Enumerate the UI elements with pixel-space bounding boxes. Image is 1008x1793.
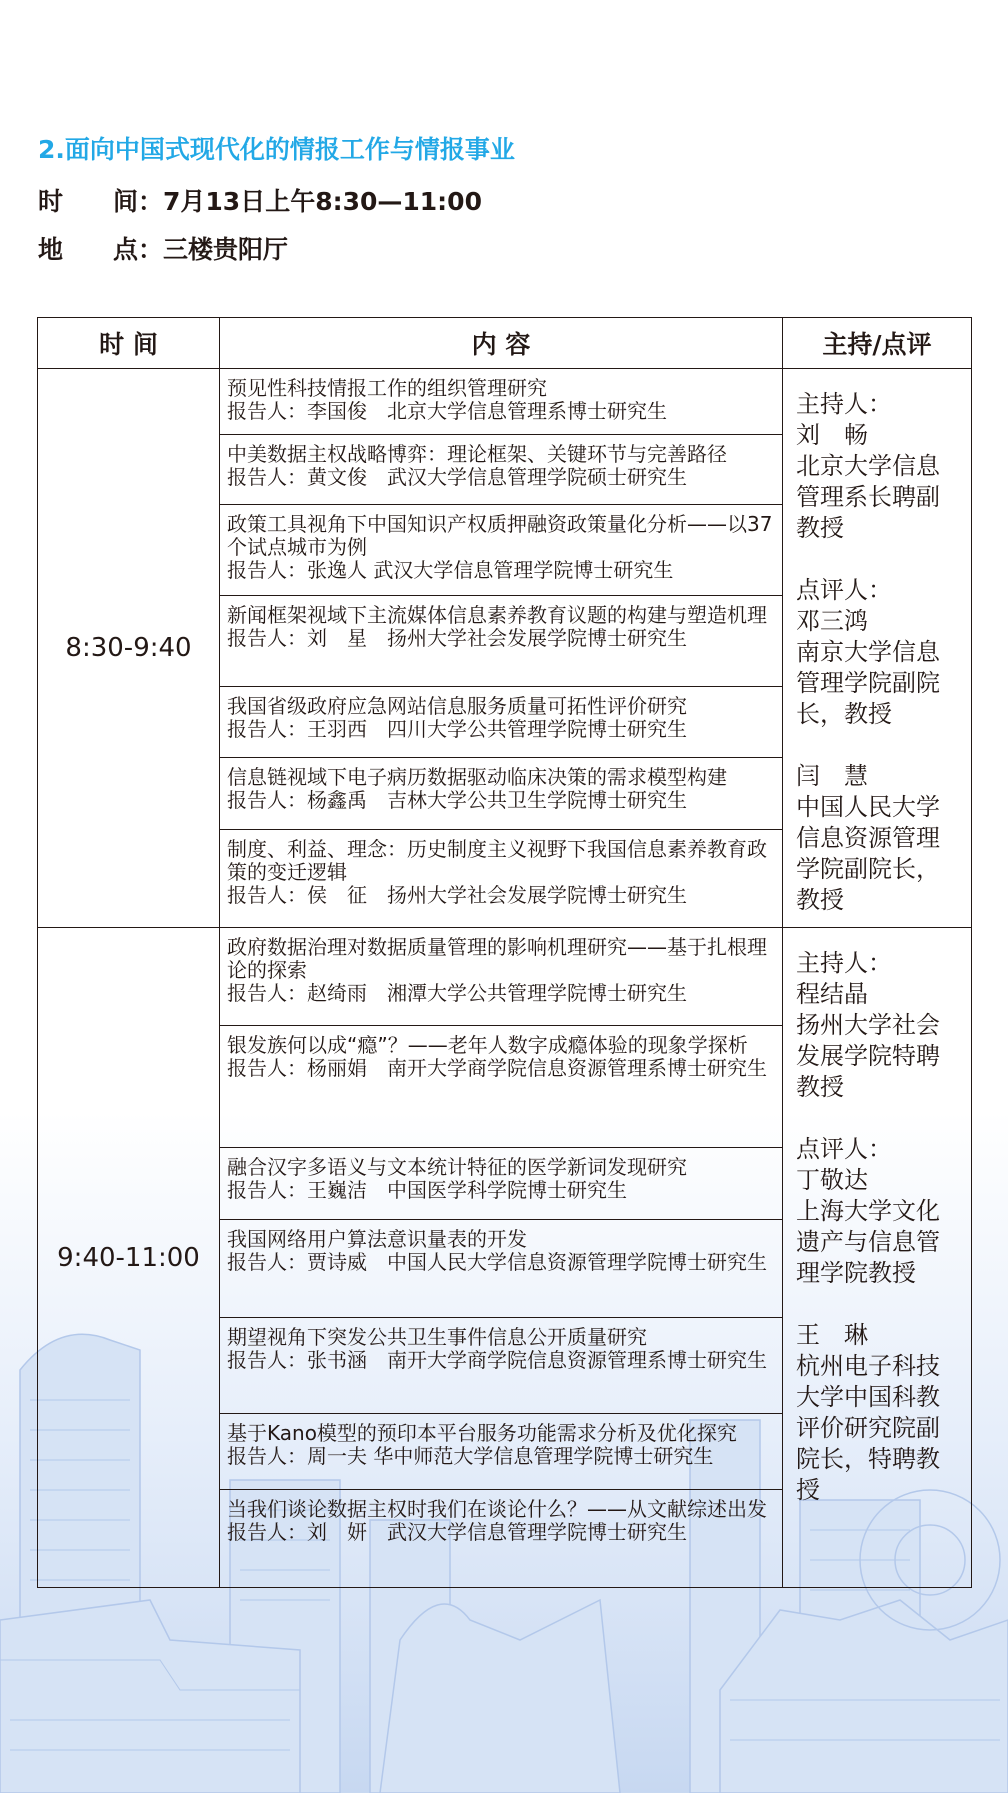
talk-title: 中美数据主权战略博弈：理论框架、关键环节与完善路径: [227, 442, 727, 466]
time-value: 7月13日上午8:30—11:00: [163, 187, 482, 216]
host-line: 丁敬达: [796, 1166, 868, 1194]
spacer: [796, 544, 963, 575]
talk-cell: [220, 1414, 783, 1490]
talk-speaker: 报告人：王羽西 四川大学公共管理学院博士研究生: [227, 717, 687, 741]
session-title: 2.面向中国式现代化的情报工作与情报事业: [38, 135, 515, 164]
host-line: 杭州电子科技大学中国科教评价研究院副院长，特聘教授: [796, 1352, 940, 1504]
host-line: 点评人：: [796, 1135, 892, 1163]
host-line: 邓三鸿: [796, 607, 868, 635]
time-slot: 8:30-9:40: [38, 369, 220, 928]
host-reviewer-cell: [783, 369, 972, 928]
host-line: 刘 畅: [796, 421, 868, 449]
talk-title: 新闻框架视域下主流媒体信息素养教育议题的构建与塑造机理: [227, 603, 767, 627]
talk-cell: [220, 596, 783, 687]
host-line: 王 琳: [796, 1321, 868, 1349]
host-line: 中国人民大学信息资源管理学院副院长，教授: [796, 793, 940, 914]
talk-title: 当我们谈论数据主权时我们在谈论什么？——从文献综述出发: [227, 1497, 767, 1521]
session-place: [38, 230, 288, 266]
spacer: [796, 730, 963, 761]
talk-speaker: 报告人：刘 星 扬州大学社会发展学院博士研究生: [227, 626, 687, 650]
talk-cell: [220, 1318, 783, 1414]
spacer: [796, 1103, 963, 1134]
talk-cell: [220, 1148, 783, 1220]
host-line: 上海大学文化遗产与信息管理学院教授: [796, 1197, 940, 1287]
talk-cell: [220, 369, 783, 435]
header-host: 主持/点评: [783, 318, 972, 369]
talk-speaker: 报告人：黄文俊 武汉大学信息管理学院硕士研究生: [227, 465, 687, 489]
talk-cell: [220, 928, 783, 1026]
talk-title: 预见性科技情报工作的组织管理研究: [227, 376, 547, 400]
table-header-row: [38, 318, 972, 369]
place-label: 地 点：: [38, 235, 164, 264]
talk-cell: [220, 758, 783, 830]
host-reviewer-cell: [783, 928, 972, 1588]
header-content: 内 容: [220, 318, 783, 369]
talk-speaker: 报告人：周一夫 华中师范大学信息管理学院博士研究生: [227, 1444, 714, 1468]
schedule-table: [37, 317, 972, 1588]
host-line: 闫 慧: [796, 762, 868, 790]
talk-title: 信息链视域下电子病历数据驱动临床决策的需求模型构建: [227, 765, 727, 789]
host-line: 主持人：: [796, 949, 892, 977]
host-line: 南京大学信息管理学院副院长，教授: [796, 638, 940, 728]
talk-title: 制度、利益、理念：历史制度主义视野下我国信息素养教育政策的变迁逻辑: [227, 837, 767, 884]
talk-speaker: 报告人：张逸人 武汉大学信息管理学院博士研究生: [227, 558, 674, 582]
talk-title: 基于Kano模型的预印本平台服务功能需求分析及优化探究: [227, 1421, 737, 1445]
talk-speaker: 报告人：赵绮雨 湘潭大学公共管理学院博士研究生: [227, 981, 687, 1005]
talk-speaker: 报告人：杨丽娟 南开大学商学院信息资源管理系博士研究生: [227, 1056, 767, 1080]
talk-cell: [220, 830, 783, 928]
host-line: 程结晶: [796, 980, 868, 1008]
talk-title: 银发族何以成“瘾”？——老年人数字成瘾体验的现象学探析: [227, 1033, 748, 1057]
header-time: 时 间: [38, 318, 220, 369]
talk-speaker: 报告人：李国俊 北京大学信息管理系博士研究生: [227, 399, 667, 423]
place-value: 三楼贵阳厅: [163, 235, 289, 264]
table-row: [38, 928, 972, 1026]
time-slot: 9:40-11:00: [38, 928, 220, 1588]
talk-speaker: 报告人：杨鑫禹 吉林大学公共卫生学院博士研究生: [227, 788, 687, 812]
talk-title: 我国省级政府应急网站信息服务质量可拓性评价研究: [227, 694, 687, 718]
host-line: 北京大学信息管理系长聘副教授: [796, 452, 940, 542]
talk-speaker: 报告人：贾诗威 中国人民大学信息资源管理学院博士研究生: [227, 1250, 767, 1274]
talk-title: 政策工具视角下中国知识产权质押融资政策量化分析——以37个试点城市为例: [227, 512, 773, 559]
spacer: [796, 1289, 963, 1320]
talk-speaker: 报告人：侯 征 扬州大学社会发展学院博士研究生: [227, 883, 687, 907]
table-row: [38, 369, 972, 435]
talk-speaker: 报告人：王巍洁 中国医学科学院博士研究生: [227, 1178, 627, 1202]
host-line: 点评人：: [796, 576, 892, 604]
talk-title: 政府数据治理对数据质量管理的影响机理研究——基于扎根理论的探索: [227, 935, 767, 982]
talk-title: 我国网络用户算法意识量表的开发: [227, 1227, 527, 1251]
talk-cell: [220, 1490, 783, 1588]
host-line: 扬州大学社会发展学院特聘教授: [796, 1011, 940, 1101]
talk-title: 期望视角下突发公共卫生事件信息公开质量研究: [227, 1325, 647, 1349]
talk-speaker: 报告人：刘 妍 武汉大学信息管理学院博士研究生: [227, 1520, 687, 1544]
session-time: [38, 182, 482, 218]
talk-speaker: 报告人：张书涵 南开大学商学院信息资源管理系博士研究生: [227, 1348, 767, 1372]
talk-cell: [220, 505, 783, 596]
talk-cell: [220, 435, 783, 505]
talk-cell: [220, 1026, 783, 1148]
host-line: 主持人：: [796, 390, 892, 418]
talk-title: 融合汉字多语义与文本统计特征的医学新词发现研究: [227, 1155, 687, 1179]
talk-cell: [220, 687, 783, 758]
talk-cell: [220, 1220, 783, 1318]
time-label: 时 间：: [38, 187, 164, 216]
